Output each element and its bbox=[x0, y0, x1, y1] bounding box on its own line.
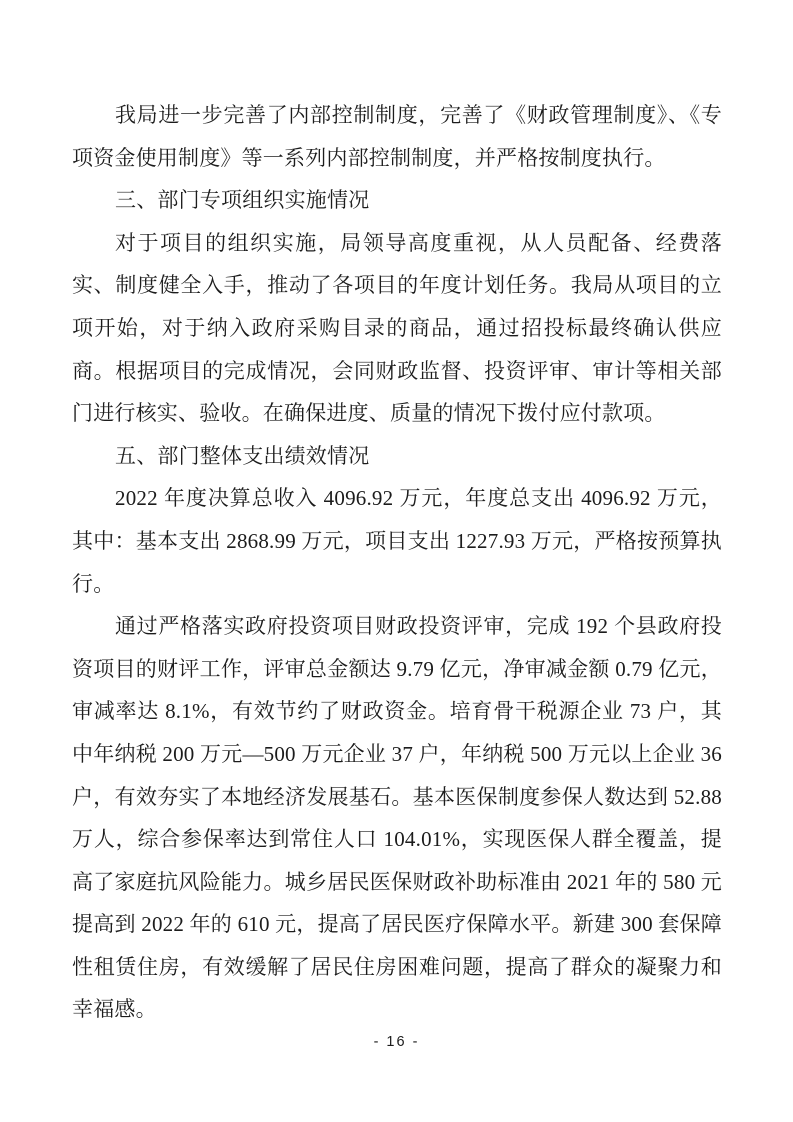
paragraph-internal-control: 我局进一步完善了内部控制制度，完善了《财政管理制度》、《专项资金使用制度》等一系列内部控制制度，并严格按制度执行。 bbox=[72, 103, 722, 170]
document-body bbox=[72, 94, 722, 1031]
paragraph-2022-budget-totals: 2022 年度决算总收入 4096.92 万元，年度总支出 4096.92 万元，其中：基本支出 2868.99 万元，项目支出 1227.93 万元，严格按预算执行。 bbox=[72, 486, 722, 596]
page-number: - 16 - bbox=[373, 1034, 420, 1050]
section-heading-5-overall-expenditure-performance: 五、部门整体支出绩效情况 bbox=[115, 443, 370, 468]
section-heading-3-project-implementation: 三、部门专项组织实施情况 bbox=[115, 188, 370, 213]
paragraph-project-organization: 对于项目的组织实施，局领导高度重视，从人员配备、经费落实、制度健全入手，推动了各项目的年度计划任务。我局从项目的立项开始，对于纳入政府采购目录的商品，通过招投标最终确认供应商。根据项目的完成情况，会同财政监督、投资评审、审计等相关部门进行核实、验收。在确保进度、质量的情况下拨付应付款项。 bbox=[72, 230, 722, 426]
paragraph-investment-review-results: 通过严格落实政府投资项目财政投资评审，完成 192 个县政府投资项目的财评工作，评审总金额达 9.79 亿元，净审减金额 0.79 亿元，审减率达 8.1%，有效节约了财政资金。培育骨干税源企业 73 户，其中年纳税 200 万元—500 万元企业 37 户，年纳税 500 万元以上企业 36 户，有效夯实了本地经济发展基石。基本医保制度参保人数达到 52.88 万人，综合参保率达到常住人口 104.01%，实现医保人群全覆盖，提高了家庭抗风险能力。城乡居民医保财政补助标准由 2021 年的 580 元提高到 2022 年的 610 元，提高了居民医疗保障水平。新建 300 套保障性租赁住房，有效缓解了居民住房困难问题，提高了群众的凝聚力和幸福感。 bbox=[72, 614, 722, 1022]
